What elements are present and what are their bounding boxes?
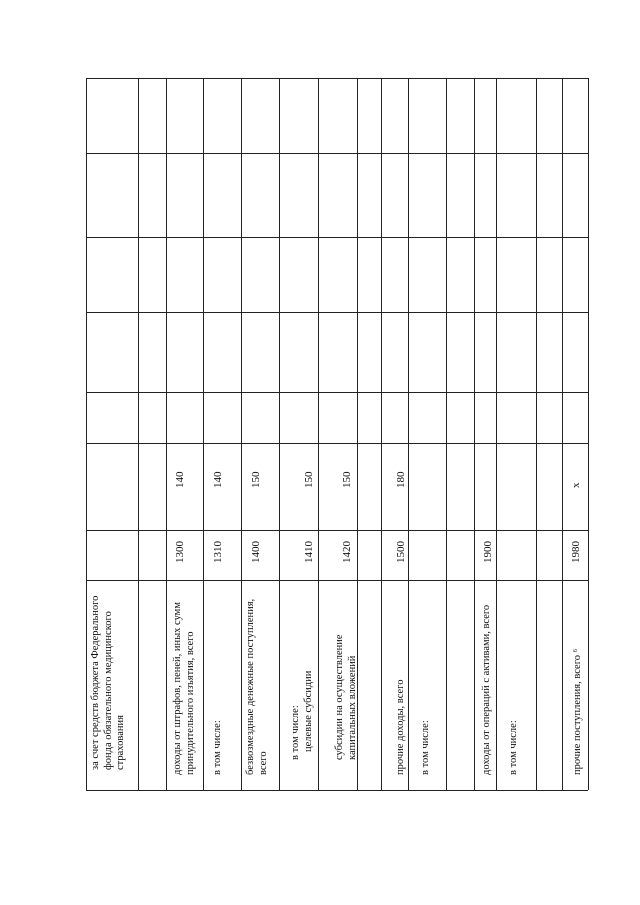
grid-row-divider [381, 78, 382, 790]
grid-column-divider [86, 312, 588, 313]
row-label-asset-ops-incl: в том числе: [508, 720, 519, 775]
grid-column-divider [86, 790, 588, 791]
code-1900: 1900 [482, 541, 494, 563]
kosgu-140-a: 140 [174, 471, 186, 488]
grid-column-divider [86, 443, 588, 444]
kosgu-140-b: 140 [212, 471, 224, 488]
grid-row-divider [138, 78, 139, 790]
kosgu-150-a: 150 [250, 471, 262, 488]
row-label-gratuitous: безвозмездные денежные поступления, всего [245, 598, 269, 775]
row-label-other-receipts: прочие поступления, всего ⁶ [572, 648, 583, 775]
grid-row-divider [203, 78, 204, 790]
grid-row-divider [318, 78, 319, 790]
code-1420: 1420 [341, 541, 353, 563]
grid-column-divider [86, 580, 588, 581]
grid-row-divider [86, 78, 87, 790]
code-1410: 1410 [303, 541, 315, 563]
kosgu-180: 180 [395, 471, 407, 488]
row-label-asset-ops: доходы от операций с активами, всего [481, 604, 492, 775]
grid-column-divider [86, 237, 588, 238]
grid-column-divider [86, 392, 588, 393]
code-1500: 1500 [395, 541, 407, 563]
row-label-fines-incl: в том числе: [212, 720, 223, 775]
grid-row-divider [166, 78, 167, 790]
kosgu-150-b: 150 [303, 471, 315, 488]
code-1980: 1980 [570, 541, 582, 563]
grid-column-divider [86, 78, 588, 79]
grid-row-divider [588, 78, 589, 790]
kosgu-x: x [570, 482, 582, 488]
code-1400: 1400 [250, 541, 262, 563]
grid-row-divider [536, 78, 537, 790]
grid-row-divider [474, 78, 475, 790]
grid-row-divider [408, 78, 409, 790]
grid-row-divider [496, 78, 497, 790]
grid-row-divider [562, 78, 563, 790]
grid-row-divider [241, 78, 242, 790]
grid-row-divider [446, 78, 447, 790]
row-label-target-subsidies: в том числе: целевые субсидии [290, 670, 314, 760]
code-1310: 1310 [212, 541, 224, 563]
row-label-fines: доходы от штрафов, пеней, иных сумм принудительного изъятия, всего [172, 602, 196, 775]
row-label-other-income: прочие доходы, всего [395, 679, 406, 775]
kosgu-150-c: 150 [341, 471, 353, 488]
row-label-capital-subsidies: субсидии на осуществление капитальных вложений [334, 634, 358, 760]
grid-row-divider [279, 78, 280, 790]
grid-column-divider [86, 153, 588, 154]
row-label-fomс: за счет средств бюджета Федерального фонда обязательного медицинского страхования [90, 595, 126, 770]
row-label-other-income-incl: в том числе: [420, 720, 431, 775]
code-1300: 1300 [174, 541, 186, 563]
grid-column-divider [86, 530, 588, 531]
